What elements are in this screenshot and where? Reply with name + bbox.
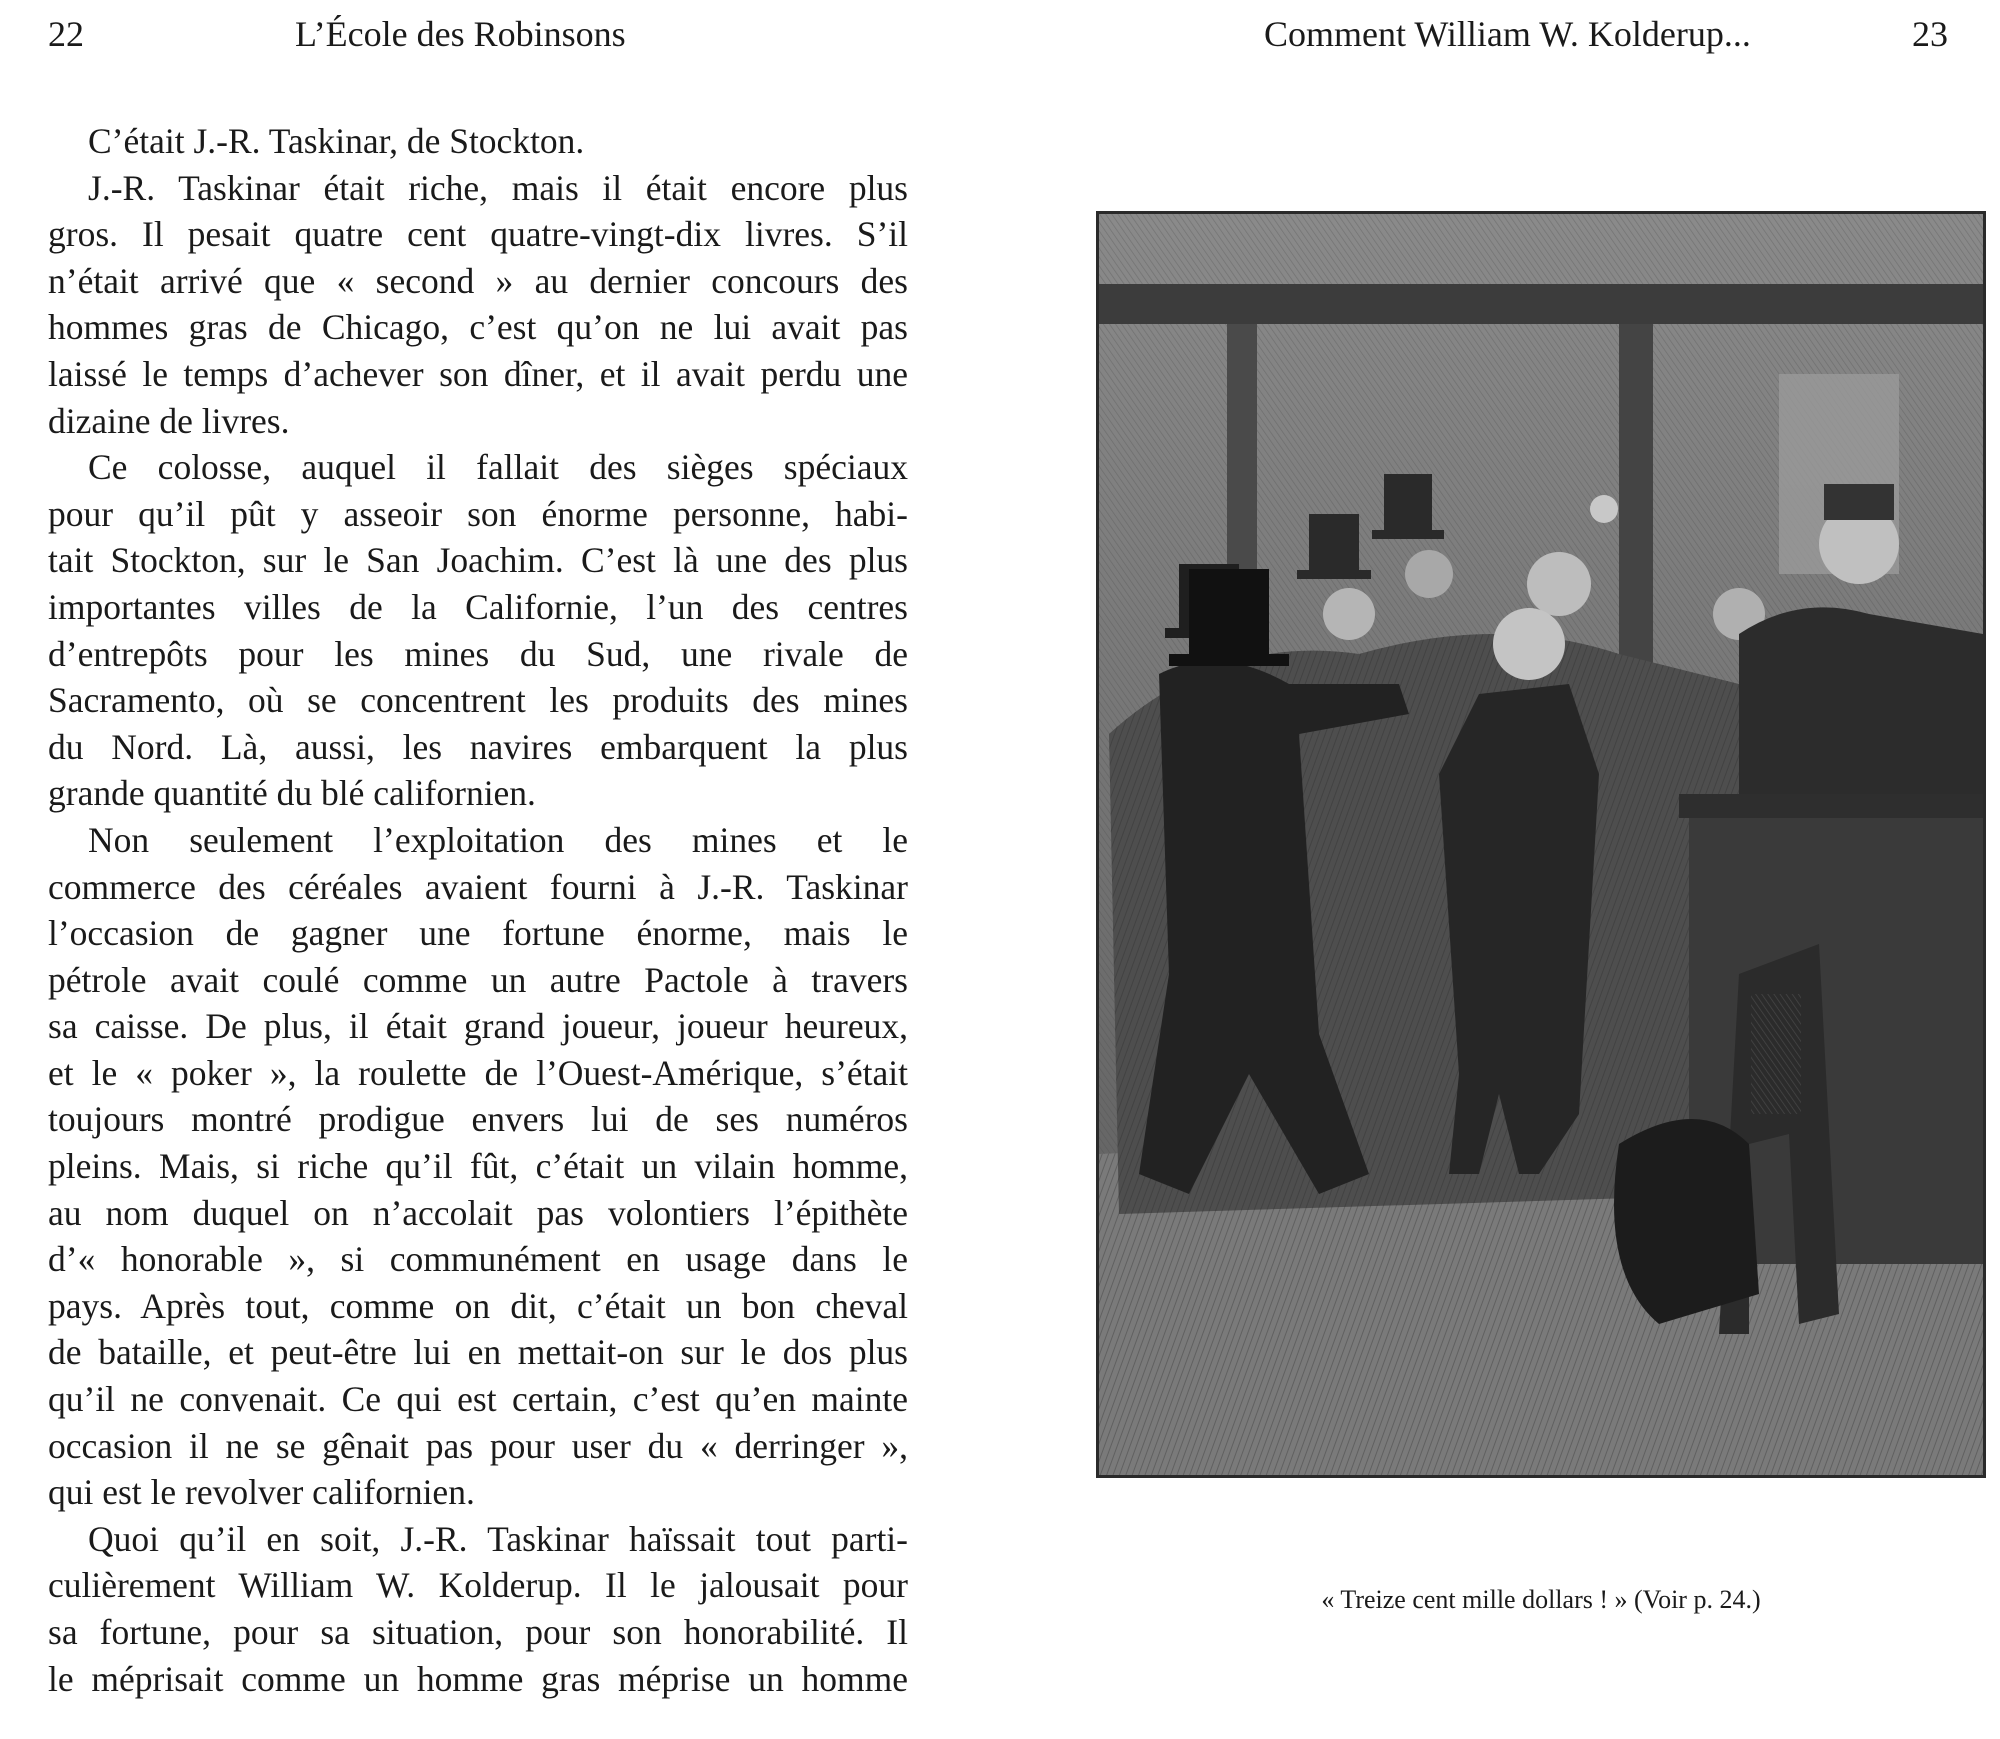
text-line: gros. Il pesait quatre cent quatre-vingt-dix livres. S’il (48, 214, 908, 255)
text-line: du Nord. Là, aussi, les navires embarquent la plus (48, 726, 908, 767)
engraving-scene (1099, 214, 1983, 1475)
text-line: J.-R. Taskinar était riche, mais il était encore plus (88, 167, 908, 208)
text-line: dizaine de livres. (48, 400, 290, 441)
coat-on-chair (1614, 1119, 1759, 1324)
illustration-caption: « Treize cent mille dollars ! » (Voir p. 24.) (1321, 1585, 1761, 1614)
text-line: occasion il ne se gênait pas pour user du « derringer », (48, 1425, 908, 1466)
text-line: pays. Après tout, comme on dit, c’était un bon cheval (48, 1285, 908, 1326)
text-line: d’entrepôts pour les mines du Sud, une rivale de (48, 633, 908, 674)
central-man (1439, 684, 1599, 1174)
right-page (1000, 0, 2000, 1739)
text-line: importantes villes de la Californie, l’un des centres (48, 586, 908, 627)
text-line: d’« honorable », si communément en usage dans le (48, 1239, 908, 1280)
face (1405, 550, 1453, 598)
text-line: au nom duquel on n’accolait pas volontiers l’épithète (48, 1192, 908, 1233)
right-running-title: Comment William W. Kolderup... (1264, 14, 1751, 54)
text-line: pétrole avait coulé comme un autre Pactole à travers (48, 959, 908, 1000)
text-line: hommes gras de Chicago, c’est qu’on ne lui avait pas (48, 307, 908, 348)
text-line: n’était arrivé que « second » au dernier concours des (48, 260, 908, 301)
left-page (0, 0, 960, 1739)
text-line: pleins. Mais, si riche qu’il fût, c’était un vilain homme, (48, 1146, 908, 1187)
text-line: qui est le revolver californien. (48, 1472, 475, 1513)
text-line: le méprisait comme un homme gras méprise un homme (48, 1658, 908, 1699)
text-line: sa caisse. De plus, il était grand joueur, joueur heureux, (48, 1006, 908, 1047)
engraving-illustration (1096, 211, 1986, 1478)
text-line: Non seulement l’exploitation des mines et le (88, 819, 908, 860)
top-hat (1309, 514, 1359, 574)
text-line: sa fortune, pour sa situation, pour son honorabilité. Il (48, 1612, 908, 1652)
text-line: et le « poker », la roulette de l’Ouest-Amérique, s’était (48, 1052, 908, 1093)
text-line: l’occasion de gagner une fortune énorme, mais le (48, 913, 908, 954)
right-page-number: 23 (1912, 14, 1948, 54)
body-text (48, 118, 908, 1702)
text-line: Ce colosse, auquel il fallait des sièges spéciaux (88, 447, 908, 488)
ceiling-beam (1099, 284, 1983, 324)
left-page-number: 22 (48, 14, 84, 54)
text-line: qu’il ne convenait. Ce qui est certain, c’est qu’en mainte (48, 1379, 908, 1420)
text-line: toujours montré prodigue envers lui de ses numéros (48, 1099, 908, 1140)
face (1527, 552, 1591, 616)
text-line: culièrement William W. Kolderup. Il le jalousait pour (48, 1565, 908, 1606)
text-line: pour qu’il pût y asseoir son énorme personne, habi- (48, 493, 908, 534)
text-line: Quoi qu’il en soit, J.-R. Taskinar haïssait tout parti- (88, 1518, 908, 1559)
left-running-title: L’École des Robinsons (295, 14, 626, 54)
text-line: laissé le temps d’achever son dîner, et il avait perdu une (48, 353, 908, 394)
text-line: Sacramento, où se concentrent les produits des mines (48, 680, 908, 721)
wall-lamp (1590, 495, 1618, 523)
text-line: C’était J.-R. Taskinar, de Stockton. (88, 121, 585, 161)
face (1323, 588, 1375, 640)
text-line: tait Stockton, sur le San Joachim. C’est là une des plus (48, 540, 908, 581)
text-line: grande quantité du blé californien. (48, 773, 536, 814)
text-line: commerce des céréales avaient fourni à J.-R. Taskinar (48, 866, 908, 907)
text-line: de bataille, et peut-être lui en mettait-on sur le dos plus (48, 1332, 908, 1373)
top-hat (1384, 474, 1432, 534)
